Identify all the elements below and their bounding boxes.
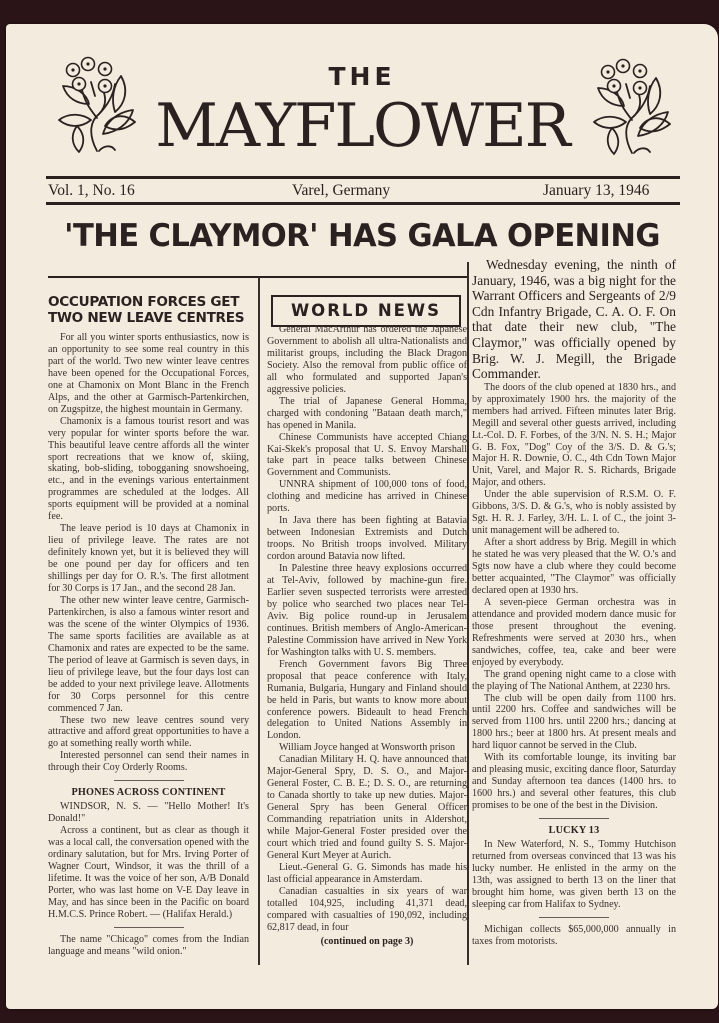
news-item: Canadian Military H. Q. have announced that Major-General Spry, D. S. O., and Major-General Foster, C. B. E.; D. S. O., are returning to Canada shortly to take up new duties. Major-General Spry has been General Officer Commanding repatriation units in Aldershot, while Major-General Foster presided over the court which tried and found guilty S. S. Major-General Kurt Meyer at Aurich. [267, 754, 467, 861]
main-headline: 'THE CLAYMOR' HAS GALA OPENING [64, 218, 660, 254]
continued-note: (continued on page 3) [320, 935, 414, 947]
news-item: In Java there has been fighting at Batavia between Indonesian Extremists and Dutch troops. No British troops involved. Military cordon around Batavia now lifted. [267, 515, 467, 563]
article-paragraph: The other new winter leave centre, Garmisch-Partenkirchen, is also a famous winter resort and was the scene of the winter Olympics of 1936. The same sports facilities are available as at Chamonix and rates are expected to be the same. The period of leave at Garmisch is seven days, in lieu of privilege leave, but the four days lost can be added to your next privilege leave. Allotments for 30 Corps personnel for this centre commenced 7 Jan. [48, 594, 249, 714]
masthead-title: MAYFLOWER [155, 91, 569, 161]
news-item: Lieut.-General G. G. Simonds has made his last official appearance in Amsterdam. [267, 861, 467, 885]
separator-rule [114, 927, 184, 928]
lucky13-heading: LUCKY 13 [548, 825, 600, 837]
article-paragraph: In New Waterford, N. S., Tommy Hutchison returned from overseas convinced that 13 was his lucky number. He enlisted in the army on the 13th, was assigned to berth 13 on the liner that brought him home, was given berth 13 on the sleeping car from Halifax to Sydney. [472, 839, 676, 910]
claymor-article [472, 257, 676, 948]
masthead-the: THE [328, 62, 396, 91]
world-news-heading: WORLD NEWS [271, 295, 461, 327]
article-paragraph: The grand opening night came to a close with the playing of The National Anthem, at 2230 hrs. [472, 668, 676, 692]
separator-rule [114, 780, 184, 781]
dateline-place: Varel, Germany [292, 182, 391, 199]
leave-centres-article [48, 286, 249, 958]
article-paragraph: Under the able supervision of R.S.M. O. F. Gibbons, 3/S. D. & G.'s, who is nobly assisted by Sgt. H. R. J. Farley, 3/H. L. I. of C., the joint 3-unit management will be adhered to. [472, 489, 676, 537]
michigan-filler: Michigan collects $65,000,000 annually in taxes from motorists. [472, 923, 676, 947]
article-paragraph: Chamonix is a famous tourist resort and was very popular for winter sports before the war. This beautiful leave centre affords all the winter sport recreations that we know of, skiing, skating, bob-sliding, tobogganing snowshoeing, etc., and in the evenings various entertainment programmes are scheduled at the lodges. All sports equipment will be provided at a nominal fee. [48, 415, 249, 523]
separator-rule [539, 818, 609, 819]
article-paragraph: With its comfortable lounge, its inviting bar and pleasing music, exciting dance floor, Saturday and Sunday afternoon tea dances (1400 hrs. to 1600 hrs.) and several other features, this club promises to be one of the best in the Division. [472, 752, 676, 812]
news-item: In Palestine three heavy explosions occurred at Tel-Aviv, followed by machine-gun fire. Earlier seven suspected terrorists were arrested by police who searched two places near Tel-Aviv. Big police round-up in Jerusalem continues. British members of Anglo-American-Palestine Commission have arrived in New York for Washington talks with U. S. members. [267, 563, 467, 658]
news-item: The trial of Japanese General Homma, charged with condoning "Bataan death march," has opened in Manila. [267, 395, 467, 431]
separator-rule [539, 917, 609, 918]
article-paragraph: The club will be open daily from 1100 hrs. until 2200 hrs. Coffee and sandwiches will be served from 1100 hrs. until 2200 hrs.; dancing at 1800 hrs.; beer at 1800 hrs. At present meals and hard liquor cannot be served in the Club. [472, 692, 676, 752]
volume-number: Vol. 1, No. 16 [48, 182, 135, 199]
lead-paragraph: Wednesday evening, the ninth of January, 1946, was a big night for the Warrant Officers and Sergeants of 2/9 Cdn Infantry Brigade, C. A. O. F. On that date their new club, "The Claymor," was officially opened by Brig. W. J. Megill, the Brigade Commander. [472, 257, 676, 382]
column-divider-1 [258, 277, 260, 965]
masthead-rule-top [46, 176, 680, 179]
leave-centres-heading: OCCUPATION FORCES GET TWO NEW LEAVE CENTRES [48, 294, 245, 326]
news-item: UNNRA shipment of 100,000 tons of food, clothing and medicine has arrived in Chinese ports. [267, 479, 467, 515]
news-item: French Government favors Big Three proposal that peace conference with Italy, Rumania, Bulgaria, Hungary and Finland should be held in Paris, but wants to know more about conference powers. Bideault to head French delegation to United Nations Assembly in London. [267, 658, 467, 742]
article-paragraph: Across a continent, but as clear as though it was a local call, the conversation opened with the ordinary salutation, but for Mrs. Irving Porter of Wagner Court, Windsor, it was the thrill of a lifetime. It was the voice of her son, A/B Donald Porter, who was last home on V-E Day leave in May, and has since been in the Pacific on board H.M.C.S. Prince Robert. — (Halifax Herald.) [48, 825, 249, 920]
article-paragraph: These two new leave centres sound very attractive and afford great opportunities to have a go at something really worth while. [48, 714, 249, 750]
news-item: General MacArthur has ordered the Japanese Government to abolish all ultra-Nationalists and militarist groups, including the Black Dragon Society. Also the removal from public office of all who formulated and supported Japan's aggressive policies. [267, 324, 467, 395]
article-paragraph: After a short address by Brig. Megill in which he stated he was very pleased that the W. O.'s and Sgts now have a club where they could become better acquainted, "The Claymor" was officially declared open at 1930 hrs. [472, 537, 676, 596]
article-paragraph: Interested personnel can send their names in through their Coy Orderly Rooms. [48, 750, 249, 774]
article-paragraph: The leave period is 10 days at Chamonix in lieu of privilege leave. The rates are not definitely known yet, but it is believed they will be one pound per day for officers and ten shillings per day for O. R.'s. The first allotment for 30 Corps is 17 Jan., and the second 28 Jan. [48, 523, 249, 595]
news-item: William Joyce hanged at Wonsworth prison [279, 742, 456, 754]
world-news-article [267, 324, 467, 948]
issue-date: January 13, 1946 [543, 182, 650, 199]
article-paragraph: WINDSOR, N. S. — "Hello Mother! It's Donald!" [48, 801, 249, 825]
news-item: Canadian casualties in six years of war totalled 104,925, including 41,371 dead, compared with casualties of 190,092, including 62,817 dead, in four [267, 885, 467, 933]
article-paragraph: For all you winter sports enthusiastics, now is an opportunity to see some real country in this part of the world. Two new winter leave centres have been opened for the Occupational Forces, one at Chamonix on Mont Blanc in the French Alps, and the other at Garmisch-Partenkirchen, on Zugspitze, the highest mountain in Germany. [48, 332, 249, 415]
news-item: Chinese Communists have accepted Chiang Kai-Skek's proposal that U. S. Envoy Marshall take part in peace talks between Chinese Government and Communists. [267, 431, 467, 479]
chicago-filler: The name "Chicago" comes from the Indian language and means "wild onion." [48, 933, 249, 957]
phones-heading: PHONES ACROSS CONTINENT [71, 787, 226, 799]
newspaper-page [6, 24, 718, 1009]
article-paragraph: The doors of the club opened at 1830 hrs., and by approximately 1900 hrs. the majority of the members had arrived. Fifteen minutes later Brig. Megill and several other guests arrived, including Lt.-Col. D. F. Forbes, of the 3/N. N. S. H.; Major G. B. Fox, "Dog" Coy of the 3/S. D. & G.'s; Major H. R. Downie, O. C., 4th Cdn Town Major Unit, Varel, and Major R. S. Richards, Brigade Major, and others. [472, 381, 676, 489]
article-paragraph: A seven-piece German orchestra was in attendance and provided modern dance music for those present throughout the evening. Refreshments were served at 2030 hrs., when sandwiches, coffee, tea, cake and beer were enjoyed by everybody. [472, 596, 676, 668]
column-divider-2 [467, 262, 469, 965]
masthead-rule-bottom [46, 202, 680, 205]
claymor-lead [472, 257, 676, 382]
